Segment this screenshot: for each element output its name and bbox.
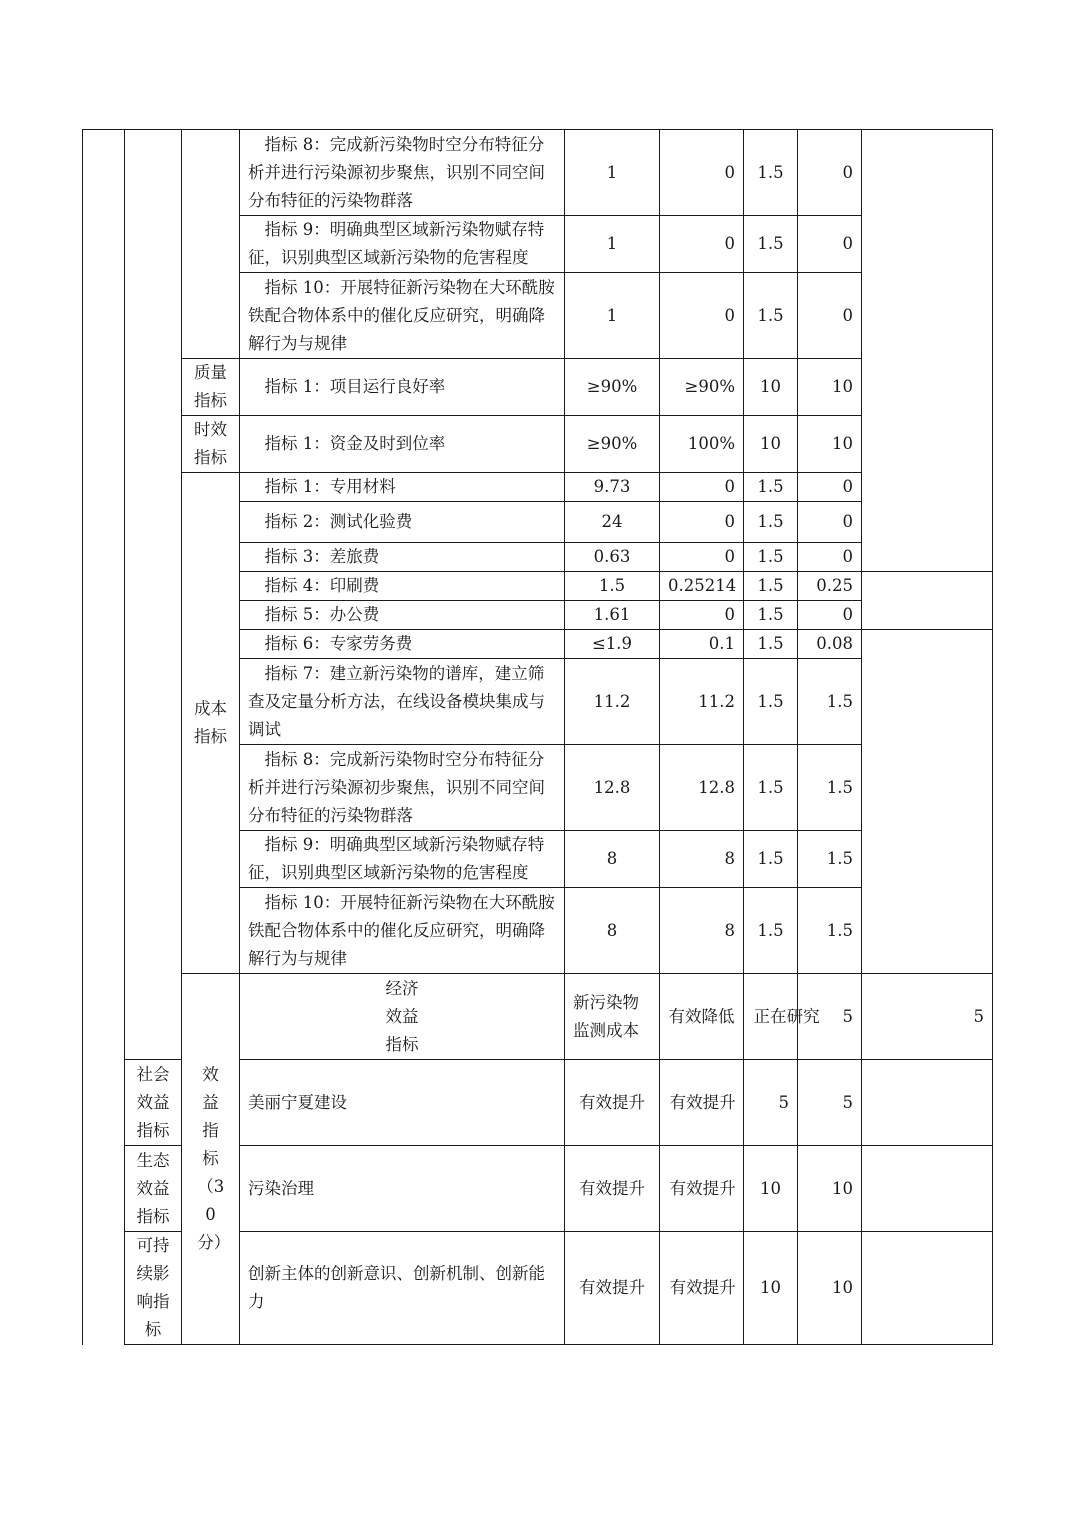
weight-value: 1.5 [744, 543, 798, 572]
table-row-quality [83, 359, 993, 416]
timeliness-category: 时效指标 [182, 416, 240, 473]
secondary-category-cell [182, 130, 240, 359]
indicator-description: 指标 10：开展特征新污染物在大环酰胺铁配合物体系中的催化反应研究，明确降解行为与规律 [240, 888, 565, 974]
weight-value: 10 [744, 359, 798, 416]
score-value: 0 [798, 216, 862, 273]
target-value: ≥90% [565, 359, 660, 416]
target-value: 有效提升 [565, 1060, 660, 1146]
benefit-subcategory: 生态效益指标 [125, 1146, 182, 1232]
score-value: 0 [798, 273, 862, 359]
actual-value: 有效提升 [660, 1232, 744, 1345]
indicator-description: 指标 9：明确典型区域新污染物赋存特征，识别典型区域新污染物的危害程度 [240, 831, 565, 888]
table-row-benefit [83, 974, 993, 1060]
weight-value: 1.5 [744, 601, 798, 630]
score-value: 5 [798, 1060, 862, 1146]
weight-value: 10 [744, 1146, 798, 1232]
indicator-description: 指标 7：建立新污染物的谱库，建立筛查及定量分析方法，在线设备模块集成与调试 [240, 659, 565, 745]
indicator-description: 污染治理 [240, 1146, 565, 1232]
actual-value: 0 [660, 543, 744, 572]
table-row-timeliness [83, 416, 993, 473]
score-value: 5 [862, 974, 993, 1060]
remarks-cell [862, 130, 993, 572]
score-value: 0.25 [798, 572, 862, 601]
indicator-description: 新污染物监测成本 [565, 974, 660, 1060]
score-value: 0 [798, 502, 862, 543]
weight-value: 10 [744, 1232, 798, 1345]
indicator-description: 指标 1：项目运行良好率 [240, 359, 565, 416]
remarks-cell [862, 630, 993, 974]
actual-value: 0.1 [660, 630, 744, 659]
indicator-description: 指标 3：差旅费 [240, 543, 565, 572]
score-value: 10 [798, 1232, 862, 1345]
target-value: ≥90% [565, 416, 660, 473]
indicator-description: 指标 1：专用材料 [240, 473, 565, 502]
weight-value: 5 [744, 1060, 798, 1146]
score-value: 1.5 [798, 831, 862, 888]
actual-value: 0.25214 [660, 572, 744, 601]
indicator-description: 指标 8：完成新污染物时空分布特征分析并进行污染源初步聚焦，识别不同空间分布特征的污染物群落 [240, 130, 565, 216]
weight-value: 1.5 [744, 473, 798, 502]
score-value: 0.08 [798, 630, 862, 659]
quality-category: 质量指标 [182, 359, 240, 416]
remarks-cell [862, 1146, 993, 1232]
indicator-description: 指标 10：开展特征新污染物在大环酰胺铁配合物体系中的催化反应研究，明确降解行为与规律 [240, 273, 565, 359]
remarks-cell [862, 572, 993, 630]
actual-value: 11.2 [660, 659, 744, 745]
score-value: 1.5 [798, 659, 862, 745]
weight-value: 1.5 [744, 630, 798, 659]
indicator-description: 创新主体的创新意识、创新机制、创新能力 [240, 1232, 565, 1345]
score-value: 10 [798, 359, 862, 416]
weight-value: 1.5 [744, 216, 798, 273]
score-value: 10 [798, 416, 862, 473]
indicator-description: 指标 9：明确典型区域新污染物赋存特征，识别典型区域新污染物的危害程度 [240, 216, 565, 273]
target-value: 有效提升 [565, 1232, 660, 1345]
weight-value: 1.5 [744, 502, 798, 543]
table-row [83, 130, 993, 216]
score-value: 0 [798, 601, 862, 630]
actual-value: 0 [660, 473, 744, 502]
score-value: 1.5 [798, 745, 862, 831]
target-value: 24 [565, 502, 660, 543]
actual-value: 0 [660, 273, 744, 359]
actual-value: 有效提升 [660, 1146, 744, 1232]
weight-value: 5 [798, 974, 862, 1060]
weight-value: 1.5 [744, 888, 798, 974]
indicator-description: 指标 1：资金及时到位率 [240, 416, 565, 473]
actual-value: 0 [660, 216, 744, 273]
outer-first-column [83, 130, 125, 1345]
weight-value: 1.5 [744, 572, 798, 601]
actual-value: 正在研究 [744, 974, 798, 1060]
indicator-description: 指标 5：办公费 [240, 601, 565, 630]
score-value: 0 [798, 130, 862, 216]
target-value: 9.73 [565, 473, 660, 502]
benefit-subcategory: 社会效益指标 [125, 1060, 182, 1146]
indicator-description: 指标 4：印刷费 [240, 572, 565, 601]
target-value: ≤1.9 [565, 630, 660, 659]
target-value: 12.8 [565, 745, 660, 831]
weight-value: 1.5 [744, 745, 798, 831]
weight-value: 10 [744, 416, 798, 473]
remarks-cell [862, 1060, 993, 1146]
actual-value: 0 [660, 502, 744, 543]
remarks-cell [862, 1232, 993, 1345]
target-value: 1 [565, 273, 660, 359]
actual-value: ≥90% [660, 359, 744, 416]
table-row-cost [83, 473, 993, 502]
target-value: 1.61 [565, 601, 660, 630]
cost-category: 成本指标 [182, 473, 240, 974]
target-value: 1 [565, 216, 660, 273]
indicator-description: 指标 8：完成新污染物时空分布特征分析并进行污染源初步聚焦，识别不同空间分布特征的污染物群落 [240, 745, 565, 831]
weight-value: 1.5 [744, 831, 798, 888]
weight-value: 1.5 [744, 273, 798, 359]
score-value: 10 [798, 1146, 862, 1232]
target-value: 有效提升 [565, 1146, 660, 1232]
indicator-description: 指标 2：测试化验费 [240, 502, 565, 543]
benefit-subcategory: 可持续影响指标 [125, 1232, 182, 1345]
target-value: 11.2 [565, 659, 660, 745]
score-value: 1.5 [798, 888, 862, 974]
target-value: 1 [565, 130, 660, 216]
benefit-subcategory: 经济效益指标 [240, 974, 565, 1060]
target-value: 8 [565, 888, 660, 974]
actual-value: 0 [660, 601, 744, 630]
actual-value: 100% [660, 416, 744, 473]
indicator-description: 指标 6：专家劳务费 [240, 630, 565, 659]
performance-indicator-table [82, 129, 993, 1345]
target-value: 0.63 [565, 543, 660, 572]
weight-value: 1.5 [744, 659, 798, 745]
target-value: 有效降低 [660, 974, 744, 1060]
actual-value: 12.8 [660, 745, 744, 831]
score-value: 0 [798, 543, 862, 572]
target-value: 8 [565, 831, 660, 888]
target-value: 1.5 [565, 572, 660, 601]
benefit-indicator-category: 效益指标（30分） [182, 974, 240, 1345]
score-value: 0 [798, 473, 862, 502]
weight-value: 1.5 [744, 130, 798, 216]
actual-value: 8 [660, 888, 744, 974]
actual-value: 8 [660, 831, 744, 888]
actual-value: 有效提升 [660, 1060, 744, 1146]
actual-value: 0 [660, 130, 744, 216]
output-indicator-column [125, 130, 182, 1060]
indicator-description: 美丽宁夏建设 [240, 1060, 565, 1146]
